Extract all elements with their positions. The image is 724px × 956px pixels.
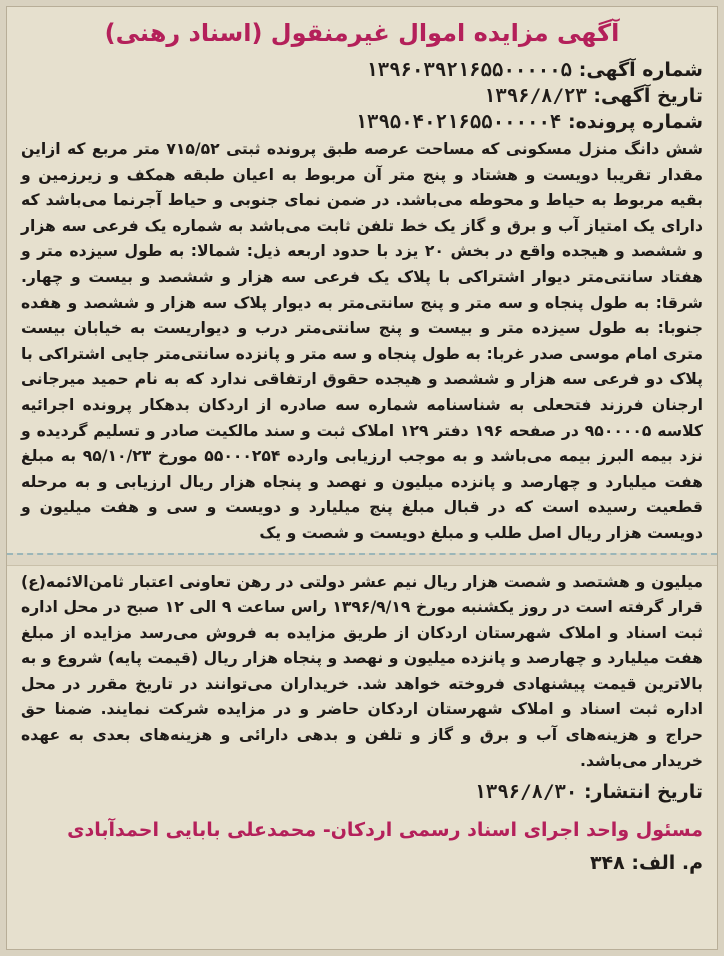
notice-number: ۱۳۹۶۰۳۹۲۱۶۵۵۰۰۰۰۰۵ xyxy=(366,59,573,81)
publish-date-label: تاریخ انتشار: xyxy=(583,781,703,804)
notice-number-line xyxy=(21,57,703,83)
notice-body-part1: شش دانگ منزل مسکونی که مساحت عرصه طبق پرونده ثبتی ۷۱۵/۵۲ متر مربع که ازاین مقدار تقریبا دویست و هشتاد و پنج متر آن مربوط به اعیان طبقه همکف و زیرزمین و بقیه مربوط به حیاط و محوطه می‌باشد. در ضمن نمای جنوبی و حیاط آجرنما می‌باشد که دارای یک امتیاز آب و برق و گاز یک خط تلفن ثابت می‌باشد به شماره یک فرعی سه هزار و ششصد و هیجده واقع در بخش ۲۰ یزد با حدود اربعه ذیل: شمالا: به طول سیزده متر و هفتاد سانتی‌متر دیوار اشتراکی با پلاک یک فرعی سه هزار و ششصد و بیست و چهار. شرقا: به طول پنجاه و سه متر و پنج سانتی‌متر به دیوار پلاک سه هزار و ششصد و هفده جنوبا: به طول سیزده متر و بیست و پنج سانتی‌متر درب و دیواریست به خیابان بیست متری امام موسی صدر غربا: به طول پنجاه و سه متر و پانزده سانتی‌متر جایی اشتراکی با پلاک دو فرعی سه هزار و ششصد و هیجده حقوق ارتفاقی ندارد که به نام حمید میرجانی ارجنان فرزند فتحعلی به شناسنامه شماره سه صادره از اردکان بدهکار پرونده اجرائیه کلاسه ۹۵۰۰۰۰۵ در صفحه ۱۹۶ دفتر ۱۲۹ املاک ثبت و سند مالکیت صادر و تسلیم گردیده و نزد بیمه البرز بیمه می‌باشد و به موجب ارزیابی وارده ۵۵۰۰۰۲۵۴ مورخ ۹۵/۱۰/۲۳ به مبلغ هفت میلیارد و چهارصد و پانزده میلیون و نهصد و پنجاه هزار ریال ارزیابی و به مرحله قطعیت رسیده است که در قبال مبلغ پنج میلیارد و دویست و سی و هفت میلیون و دویست هزار ریال اصل طلب و مبلغ دویست و شصت و یک xyxy=(21,140,704,542)
notice-body-part2: میلیون و هشتصد و شصت هزار ریال نیم عشر دولتی در رهن تعاونی اعتبار ثامن‌الائمه(ع) قرار گرفته است در روز یکشنبه مورخ ۱۳۹۶/۹/۱۹ راس ساعت ۹ الی ۱۲ صبح در محل اداره ثبت اسناد و املاک شهرستان اردکان از طریق مزایده به فروش می‌رسد مزایده از مبلغ هفت میلیارد و چهارصد و پانزده میلیون و نهصد و پنجاه هزار ریال (قیمت پایه) شروع و به بالاترین قیمت پیشنهادی فروخته خواهد شد. خریداران می‌توانند در تاریخ مقرر در محل اداره ثبت اسناد و املاک شهرستان اردکان حاضر و در مزایده شرکت نمایند. ضمنا حق حراج و هزینه‌های آب و برق و گاز و تلفن و بدهی دارائی و هزینه‌های بعدی به عهده خریدار می‌باشد. xyxy=(21,572,703,770)
signer-line: مسئول واحد اجرای اسناد رسمی اردکان- محمدعلی بابایی احمدآبادی xyxy=(67,819,703,842)
publish-date-line xyxy=(21,778,703,806)
fold-divider xyxy=(7,553,717,566)
case-number-line xyxy=(21,109,703,135)
case-number: ۱۳۹۵۰۴۰۲۱۶۵۵۰۰۰۰۰۴ xyxy=(355,111,562,133)
publish-date: ۱۳۹۶/۸/۳۰ xyxy=(474,781,578,804)
reference-label: م. الف: xyxy=(631,852,703,875)
notice-number-label: شماره آگهی: xyxy=(578,59,703,81)
reference-number: ۳۴۸ xyxy=(589,852,625,875)
case-number-label: شماره پرونده: xyxy=(567,111,703,133)
notice-title: آگهی مزایده اموال غیرمنقول (اسناد رهنی) xyxy=(104,19,620,47)
notice-date: ۱۳۹۶/۸/۲۳ xyxy=(483,85,587,107)
notice-date-label: تاریخ آگهی: xyxy=(593,85,703,107)
auction-notice xyxy=(6,6,718,950)
reference-line xyxy=(21,848,703,878)
notice-date-line xyxy=(21,83,703,109)
